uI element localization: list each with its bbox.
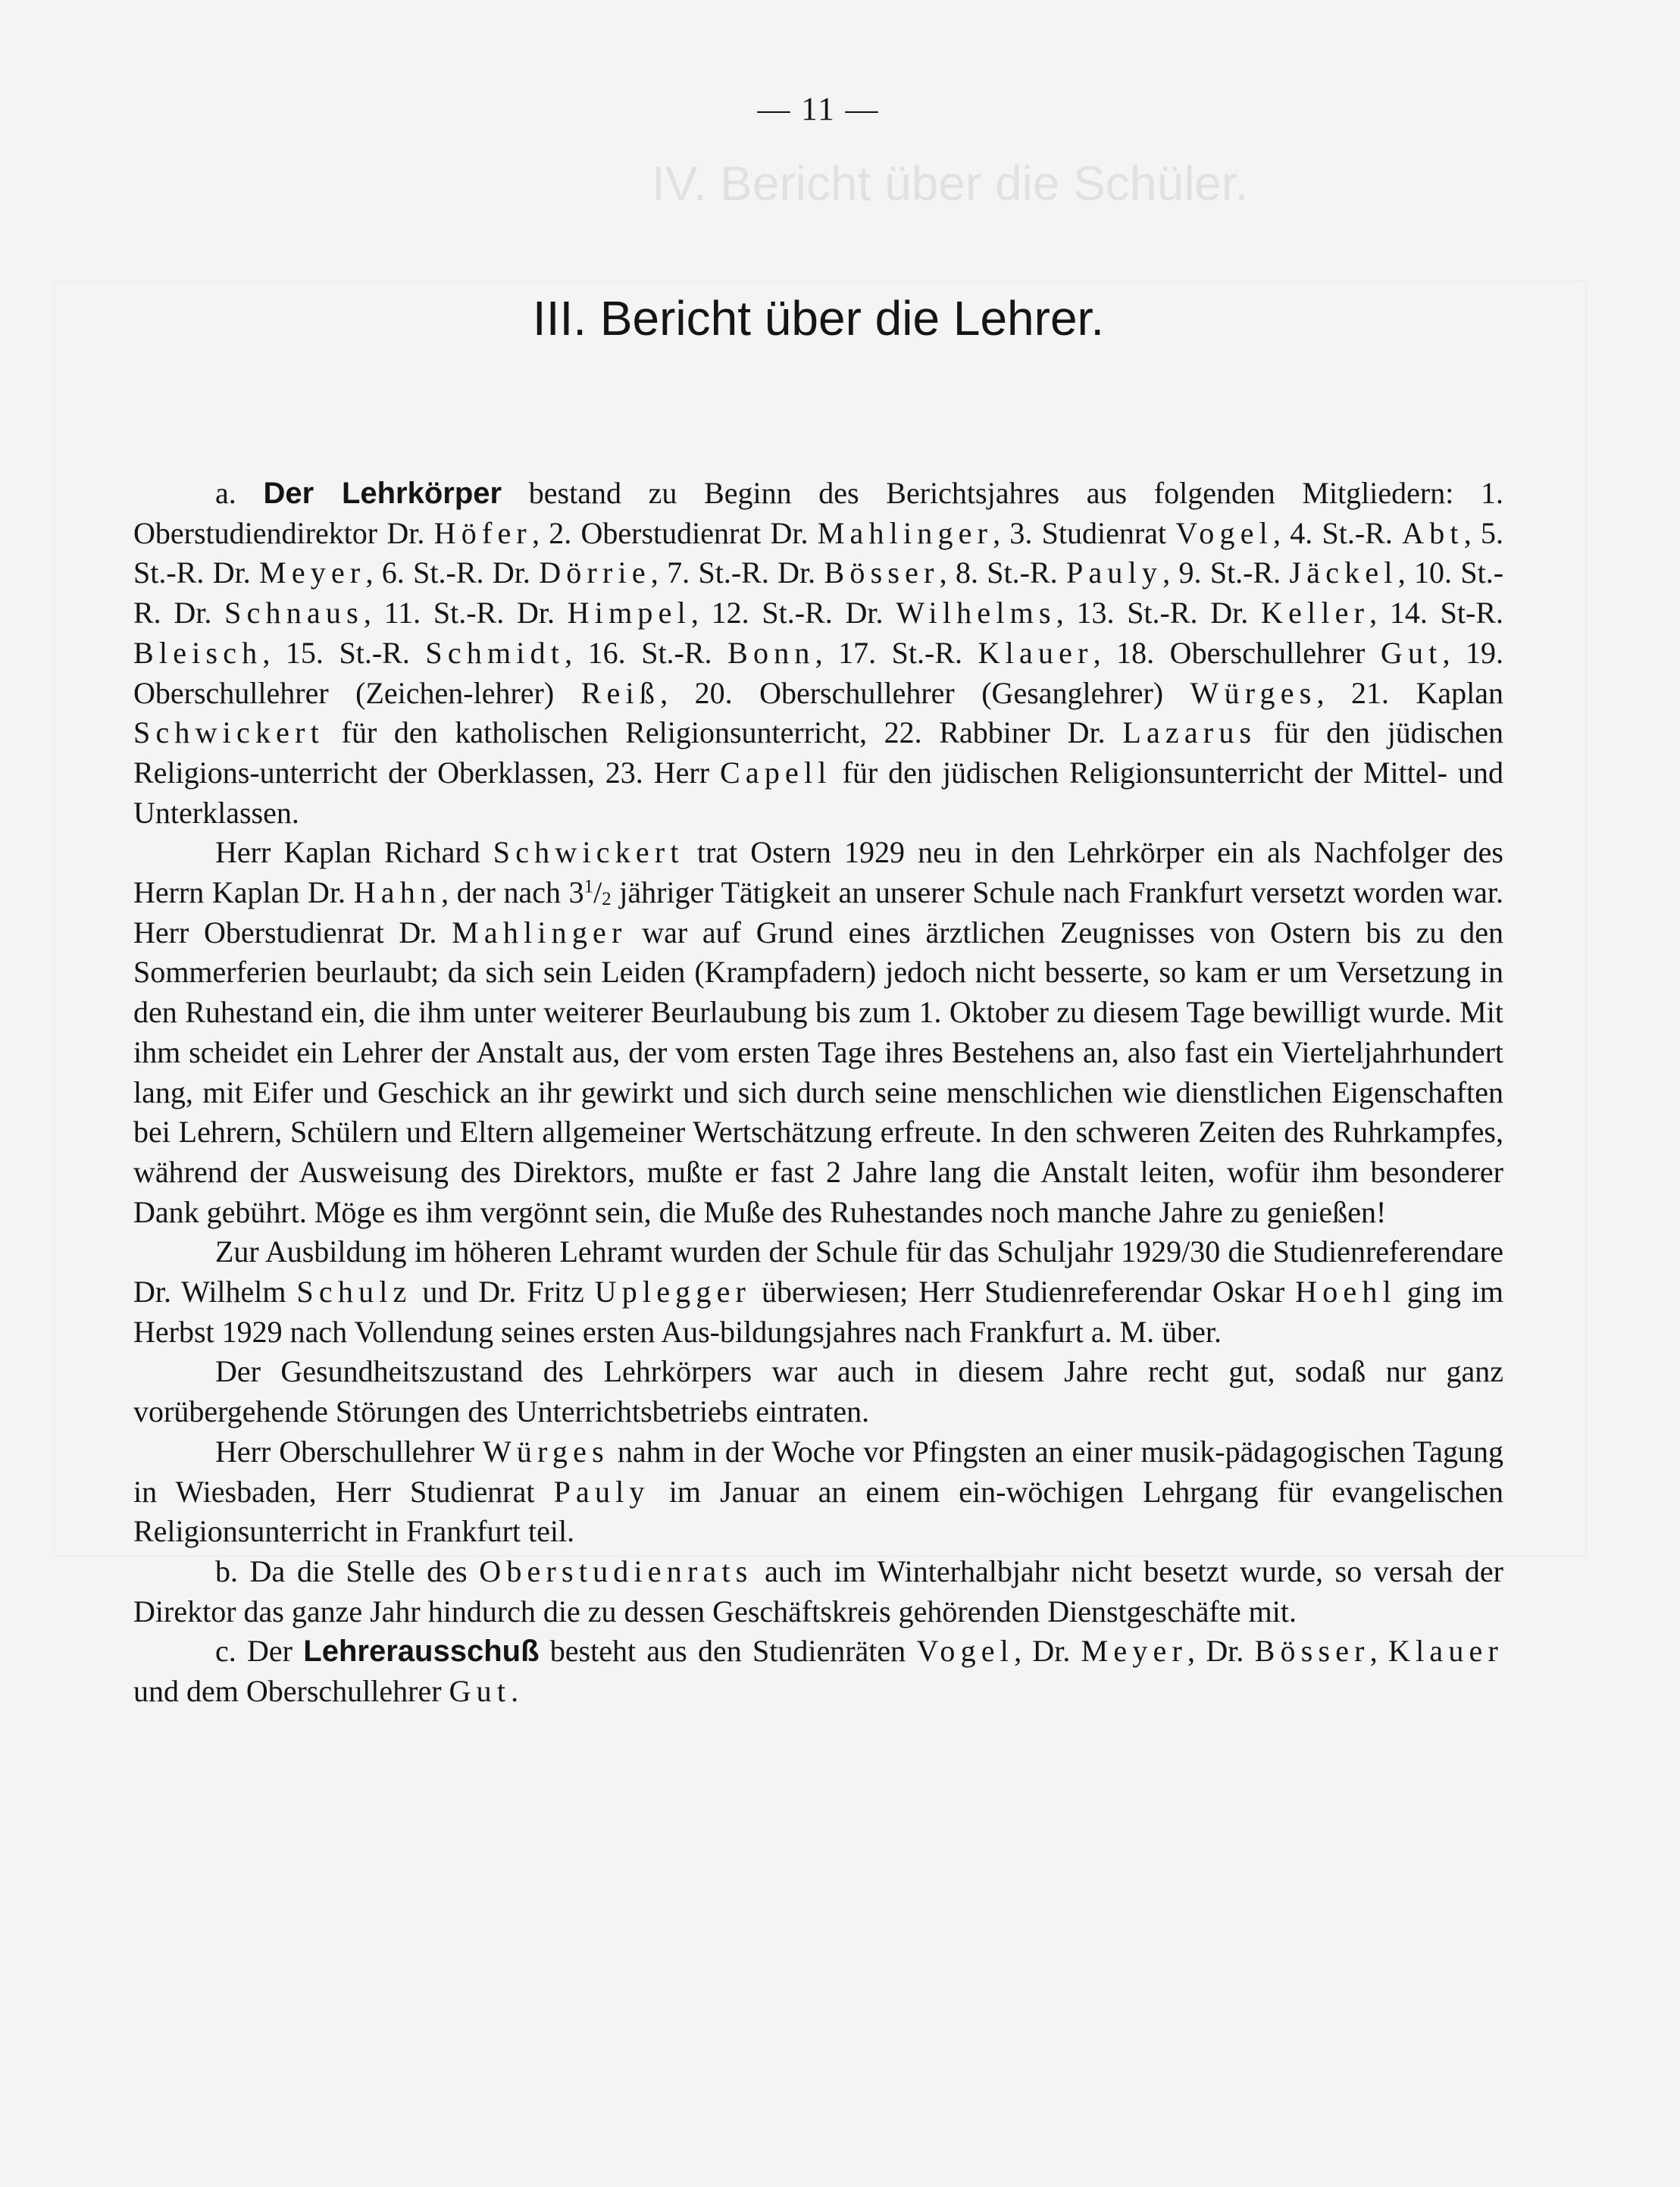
text-run: , 19. Oberschullehrer (Zeichen-lehrer) <box>133 635 1504 710</box>
fraction-numerator: 1 <box>583 876 594 897</box>
text-run: , <box>1369 1634 1388 1669</box>
text-run: , 9. St.-R. <box>1162 555 1290 590</box>
person-name: Hahn <box>353 875 442 910</box>
text-run: Herr Oberschullehrer <box>215 1434 483 1469</box>
paragraph-courses <box>133 1432 1503 1552</box>
text-run: für den jüdischen Religionsunterricht der Mittel- und Unterklassen. <box>133 755 1503 830</box>
teacher-name: Capell <box>720 755 832 790</box>
teacher-name: Keller <box>1261 596 1370 630</box>
person-name: Uplegger <box>594 1275 752 1309</box>
person-name: Bösser <box>1254 1634 1370 1669</box>
text-run: , 13. St.-R. Dr. <box>1056 596 1262 630</box>
text-run: , 7. St.-R. Dr. <box>650 555 824 590</box>
teacher-name: Schnaus <box>224 596 364 630</box>
text-run: Der <box>236 1634 304 1669</box>
teacher-name: Mahlinger <box>817 515 993 550</box>
text-run: , 4. St.-R. <box>1272 515 1403 550</box>
text-run: ging im Herbst 1929 nach Vollendung seines ersten Aus-bildungsjahres nach Frankfurt a. M. über. <box>133 1275 1504 1349</box>
teacher-name: Klauer <box>978 635 1093 670</box>
teacher-name: Schwickert <box>133 715 324 750</box>
text-run: , der nach 3 <box>441 875 584 910</box>
text-run: , 16. St.-R. <box>565 635 728 670</box>
person-name: Meyer <box>1081 1634 1188 1669</box>
paragraph-schwickert <box>133 833 1503 1232</box>
teacher-name: Bonn <box>727 635 815 670</box>
text-run: , Dr. <box>1187 1634 1255 1669</box>
text-run: . <box>511 1674 519 1709</box>
teacher-name: Reiß <box>580 675 661 710</box>
position-title: Oberstudienrats <box>479 1553 753 1588</box>
text-run: und Dr. Fritz <box>411 1275 595 1309</box>
paragraph-section-c <box>133 1632 1503 1711</box>
text-run: , 17. St.-R. <box>815 635 978 670</box>
paragraph-section-b <box>133 1552 1503 1632</box>
teacher-name: Vogel <box>1175 515 1273 550</box>
text-run: , 20. Oberschullehrer (Gesanglehrer) <box>660 675 1190 710</box>
person-name: Klauer <box>1387 1634 1504 1669</box>
text-run: , 10. St.-R. Dr. <box>133 555 1504 630</box>
section-c-heading: Lehrerausschuß <box>303 1635 540 1669</box>
page-title: III. Bericht über die Lehrer. <box>532 291 1105 346</box>
teacher-name: Bleisch <box>133 635 263 670</box>
teacher-name: Bösser <box>824 555 940 590</box>
person-name: Schwickert <box>493 835 684 870</box>
text-run: Herr Kaplan Richard <box>215 835 493 870</box>
teacher-name: Wilhelms <box>896 596 1056 630</box>
bleed-through-heading: IV. Bericht über die Schüler. <box>652 156 1249 211</box>
teacher-name: Höfer <box>433 515 532 550</box>
text-run: auch im Winterhalbjahr nicht besetzt wurde, so versah der Direktor das ganze Jahr hindurch die zu dessen Geschäftskreis gehörenden Dienstgeschäfte mit. <box>133 1553 1503 1629</box>
teacher-name: Würges <box>1190 675 1317 710</box>
teacher-name: Pauly <box>1066 555 1163 590</box>
teacher-name: Dörrie <box>539 555 651 590</box>
text-run: , 2. Oberstudienrat Dr. <box>531 515 818 550</box>
teacher-name: Jäckel <box>1289 555 1398 590</box>
text-run: jähriger Tätigkeit an unserer Schule nach Frankfurt versetzt worden war. Herr Oberstudienrat Dr. <box>133 875 1503 950</box>
text-run: , 5. St.-R. Dr. <box>133 515 1503 590</box>
text-run: trat Ostern 1929 neu in den Lehrkörper ein als Nachfolger des Herrn Kaplan Dr. <box>133 835 1503 910</box>
person-name: Schulz <box>296 1275 412 1309</box>
teacher-name: Schmidt <box>425 635 565 670</box>
text-run: , 6. St.-R. Dr. <box>365 555 540 590</box>
text-run: , 8. St.-R. <box>939 555 1067 590</box>
paragraph-referendare <box>133 1232 1503 1352</box>
text-run: Da die Stelle des <box>238 1553 480 1588</box>
text-run: bestand zu Beginn des Berichtsjahres aus folgenden Mitgliedern: 1. Oberstudiendirektor Dr. <box>133 476 1504 550</box>
text-run: , 3. Studienrat <box>993 515 1176 550</box>
person-name: Pauly <box>553 1474 650 1509</box>
text-run: , 15. St.-R. <box>262 635 426 670</box>
fraction-slash: / <box>593 875 602 910</box>
text-run: , 21. Kaplan <box>1316 675 1503 710</box>
teacher-name: Gut <box>1380 635 1443 670</box>
text-run: , Dr. <box>1014 1634 1081 1669</box>
person-name: Hoehl <box>1295 1275 1397 1309</box>
person-name: Vogel <box>916 1634 1015 1669</box>
section-b-label: b. <box>215 1553 238 1588</box>
paragraph-health: Der Gesundheitszustand des Lehrkörpers war auch in diesem Jahre recht gut, sodaß nur ganz vorübergehende Störungen des Unterrichtsbetriebs eintraten. <box>133 1354 1503 1429</box>
section-c-label: c. <box>215 1634 236 1669</box>
text-run: und dem Oberschullehrer <box>133 1674 449 1709</box>
section-a-label: a. <box>215 476 236 510</box>
paragraph-section-a <box>133 474 1503 833</box>
text-run: Zur Ausbildung im höheren Lehramt wurden der Schule für das Schuljahr 1929/30 die Studienreferendare Dr. Wilhelm <box>133 1234 1503 1309</box>
teacher-name: Abt <box>1402 515 1464 550</box>
text-run: für den katholischen Religionsunterricht, 22. Rabbiner Dr. <box>324 715 1123 750</box>
teacher-name: Meyer <box>259 555 366 590</box>
text-run: für den jüdischen Religions-unterricht der Oberklassen, 23. Herr <box>133 715 1503 790</box>
text-run: im Januar an einem ein-wöchigen Lehrgang für evangelischen Religionsunterricht in Frankfurt teil. <box>133 1474 1503 1549</box>
fraction-denominator: 2 <box>602 889 612 909</box>
text-run: , 12. St.-R. Dr. <box>690 596 896 630</box>
text-run: besteht aus den Studienräten <box>539 1634 917 1669</box>
section-a-heading: Der Lehrkörper <box>263 477 502 510</box>
person-name: Würges <box>482 1434 609 1469</box>
text-run: , 18. Oberschullehrer <box>1093 635 1381 670</box>
teacher-name: Himpel <box>567 596 691 630</box>
text-run: , 11. St.-R. Dr. <box>363 596 568 630</box>
teacher-name: Lazarus <box>1122 715 1257 750</box>
text-run: war auf Grund eines ärztlichen Zeugnisses von Ostern bis zu den Sommerferien beurlaubt; da sich sein Leiden (Krampfadern) jedoch nicht besserte, so kam er um Versetzung in den Ruhestand ein, die ihm unter weiterer Beurlaubung bis zum 1. Oktober zu diesem Tage bewilligt wurde. Mit ihm scheidet ein Lehrer der Anstalt aus, der vom ersten Tage ihres Bestehens an, also fast ein Vierteljahrhundert lang, mit Eifer und Geschick an ihr gewirkt und sich durch seine menschlichen wie dienstlichen Eigenschaften bei Lehrern, Schülern und Eltern allgemeiner Wertschätzung erfreute. In den schweren Zeiten des Ruhrkampfes, während der Ausweisung des Direktors, mußte er fast 2 Jahre lang die Anstalt leiten, wofür ihm besonderer Dank gebührt. Möge es ihm vergönnt sein, die Muße des Ruhestandes noch manche Jahre zu genießen! <box>133 915 1504 1229</box>
page-number: — 11 — <box>757 92 880 127</box>
text-run: , 14. St-R. <box>1369 596 1503 630</box>
person-name: Mahlinger <box>452 915 627 950</box>
body-text <box>133 474 1503 1712</box>
text-run: überwiesen; Herr Studienreferendar Oskar <box>751 1275 1296 1309</box>
text-run: nahm in der Woche vor Pfingsten an einer musik-pädagogischen Tagung in Wiesbaden, Herr Studienrat <box>133 1434 1503 1509</box>
person-name: Gut <box>449 1674 512 1709</box>
